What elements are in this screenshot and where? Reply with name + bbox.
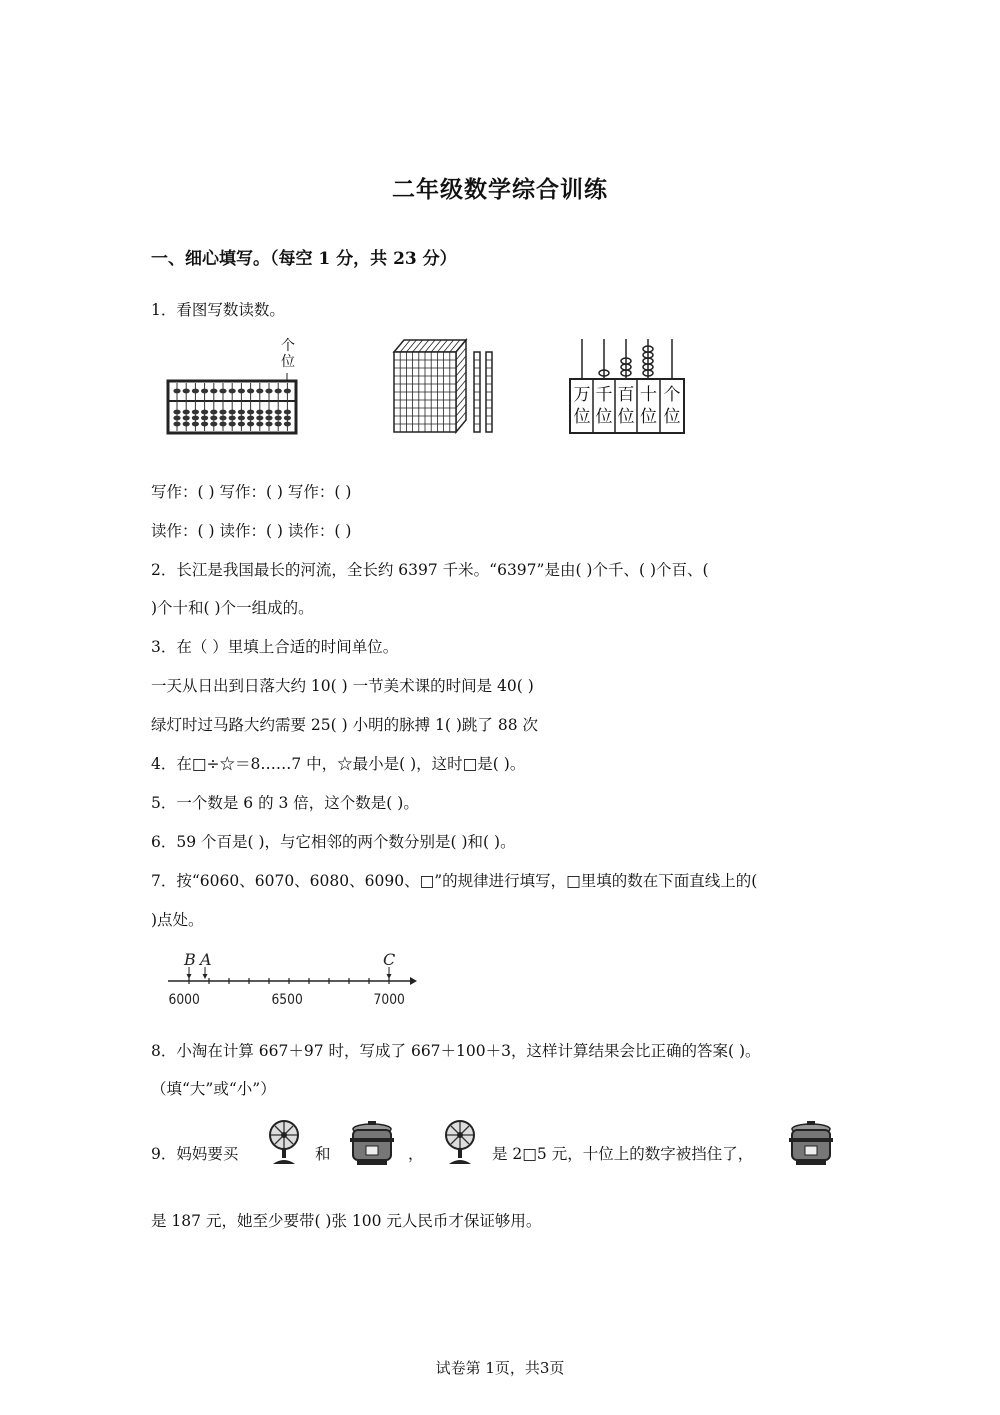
point-label-c: C [383,950,396,969]
question-1: 1．看图写数读数。 [151,301,285,319]
question-3: 3．在（ ）里填上合适的时间单位。 [151,638,399,656]
question-9-and: 和 [315,1145,331,1163]
question-3-line1: 一天从日出到日落大约 10( ) 一节美术课的时间是 40( ) [151,677,534,695]
rice-cooker-icon [348,1120,396,1168]
tick-label-6000: 6000 [168,992,200,1009]
base-ten-blocks-figure [390,336,500,436]
question-9-line2: 是 187 元，她至少要带( )张 100 元人民币才保证够用。 [151,1212,542,1230]
question-2-line1: 2．长江是我国最长的河流，全长约 6397 千米。“6397”是由( )个千、( )个百、( [151,561,709,579]
fan-icon [443,1118,479,1168]
abacus-label-bottom: 位 [281,354,295,370]
rice-cooker-icon [787,1120,835,1168]
place-value-label-shi [637,384,660,428]
tick-label-7000: 7000 [373,992,405,1009]
question-9-intro: 9．妈妈要买 [151,1145,239,1163]
point-label-a: A [200,950,212,969]
place-value-label-wan [571,384,593,428]
place-label-bottom: 位 [663,407,681,427]
question-9-price: 是 2□5 元，十位上的数字被挡住了， [492,1145,754,1163]
question-5: 5．一个数是 6 的 3 倍，这个数是( )。 [151,794,419,812]
question-4: 4．在□÷☆＝8……7 中，☆最小是( )，这时□是( )。 [151,755,526,773]
place-label-bottom: 位 [617,407,635,427]
point-label-b: B [184,950,196,969]
q1-read-line: 读作：( ) 读作：( ) 读作：( ) [151,522,352,540]
tick-label-6500: 6500 [271,992,303,1009]
question-8-line1: 8．小淘在计算 667＋97 时，写成了 667＋100＋3，这样计算结果会比正确的答案( )。 [151,1042,761,1060]
question-3-line2: 绿灯时过马路大约需要 25( ) 小明的脉搏 1( )跳了 88 次 [151,716,538,734]
q1-write-line: 写作：( ) 写作：( ) 写作：( ) [151,483,352,501]
place-value-label-qian [593,384,615,428]
question-7-line2: )点处。 [151,911,204,929]
place-label-top: 十 [640,385,657,405]
place-label-bottom: 位 [640,407,657,427]
question-2-line2: )个十和( )个一组成的。 [151,599,314,617]
question-9-comma: ， [408,1145,424,1163]
place-value-label-ge [660,384,684,428]
place-label-top: 百 [617,385,635,405]
place-value-label-bai [615,384,637,428]
place-label-top: 个 [663,385,681,405]
question-8-line2: （填“大”或“小”） [151,1080,276,1098]
page-title: 二年级数学综合训练 [392,176,608,203]
place-label-top: 万 [573,385,591,405]
place-label-top: 千 [595,385,613,405]
page-footer: 试卷第 1页，共3页 [435,1359,565,1377]
abacus-place-label [281,338,295,370]
place-label-bottom: 位 [595,407,613,427]
fan-icon [267,1118,303,1168]
place-label-bottom: 位 [573,407,591,427]
question-6: 6．59 个百是( )，与它相邻的两个数分别是( )和( )。 [151,833,516,851]
question-7-line1: 7．按“6060、6070、6080、6090、□”的规律进行填写，□里填的数在下面直线上的( [151,872,758,890]
abacus-label-top: 个 [281,338,295,354]
number-line-figure [165,945,420,1015]
section-heading: 一、细心填写。（每空 1 分，共 23 分） [151,249,457,269]
